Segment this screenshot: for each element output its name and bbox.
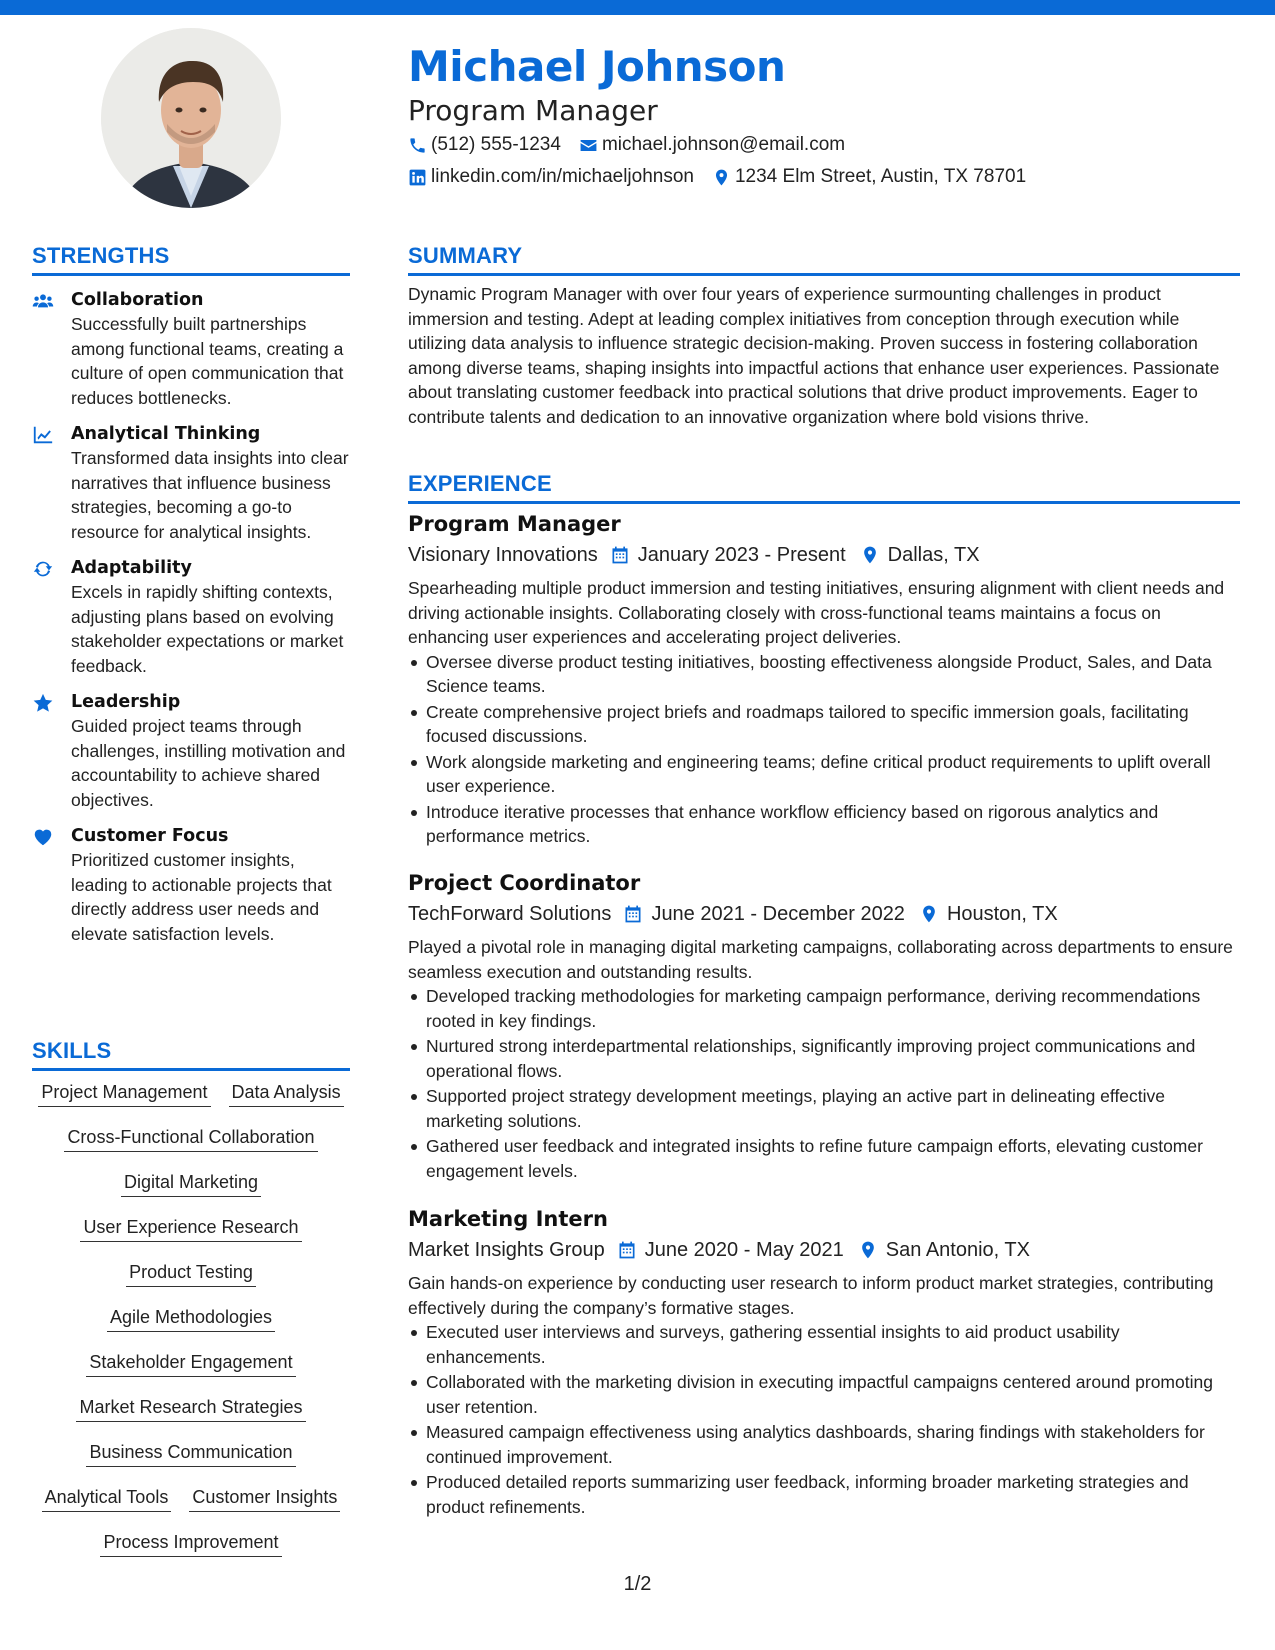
skill-row	[32, 1126, 350, 1171]
job-location	[860, 544, 980, 567]
address-text: 1234 Elm Street, Austin, TX 78701	[734, 166, 1027, 187]
skill-tag: Cross-Functional Collaboration	[64, 1126, 317, 1152]
job-bullets	[408, 984, 1238, 1183]
strength-item	[32, 690, 350, 812]
skills-heading: SKILLS	[32, 1038, 350, 1071]
linkedin-item[interactable]	[408, 166, 694, 188]
profile-photo	[101, 28, 281, 208]
job-bullets	[408, 650, 1238, 849]
phone-icon	[408, 136, 427, 155]
strength-text: Successfully built partnerships among functional teams, creating a culture of open communication that reduces bottlenecks.	[71, 314, 344, 408]
calendar-icon	[623, 904, 643, 924]
strength-item	[32, 556, 350, 678]
calendar-icon	[617, 1240, 637, 1260]
summary-text: Dynamic Program Manager with over four years of experience surmounting challenges in product immersion and testing. Adept at leading complex initiatives from conception through execution while utilizing data analysis to influence strategic decision-making. Proven success in fostering collaboration among diverse teams, shaping insights into impactful actions that enhance user experiences. Passionate about translating customer feedback into practical solutions that drive product improvements. Eager to contribute talents and dedication to an innovative organization where bold visions thrive.	[408, 284, 1220, 427]
email-icon	[579, 136, 598, 155]
strength-text: Transformed data insights into clear narratives that influence business strategies, becoming a go-to resource for analytical insights.	[71, 448, 349, 542]
job-entry	[408, 869, 1238, 1184]
job-description: Spearheading multiple product immersion and testing initiatives, ensuring alignment with client needs and driving actionable insights. Collaborating closely with cross-functional teams maintains a focus on enhancing user experiences and accelerating project deliveries.	[408, 578, 1225, 647]
contact-row-1	[408, 134, 863, 156]
candidate-name: Michael Johnson	[408, 42, 786, 91]
bullet-item: Produced detailed reports summarizing user feedback, informing broader marketing strategies and product refinements.	[426, 1470, 1238, 1519]
skill-tag: Customer Insights	[189, 1486, 340, 1512]
job-title: Program Manager	[408, 512, 621, 536]
job-location-text: Houston, TX	[946, 902, 1058, 925]
job-location-text: Dallas, TX	[887, 543, 980, 566]
job-dates-text: January 2023 - Present	[637, 543, 846, 566]
strength-text: Guided project teams through challenges, instilling motivation and accountability to achieve shared objectives.	[71, 716, 346, 810]
contact-row-2	[408, 166, 1044, 188]
strength-item	[32, 422, 350, 544]
skill-tag: Digital Marketing	[121, 1171, 261, 1197]
bullet-item: Executed user interviews and surveys, gathering essential insights to aid product usability enhancements.	[426, 1320, 1238, 1369]
email-text: michael.johnson@email.com	[601, 134, 846, 155]
strength-text: Prioritized customer insights, leading to actionable projects that directly address user needs and elevate satisfaction levels.	[71, 850, 332, 944]
skill-row	[32, 1441, 350, 1486]
skill-row	[32, 1216, 350, 1261]
company-name: Visionary Innovations	[408, 543, 598, 566]
job-entry	[408, 510, 1238, 850]
phone-text: (512) 555-1234	[431, 134, 561, 155]
job-location	[919, 903, 1058, 926]
email-item[interactable]	[579, 134, 845, 156]
calendar-icon	[610, 545, 630, 565]
skill-row	[32, 1531, 350, 1576]
location-pin-icon	[919, 904, 939, 924]
bullet-item: Measured campaign effectiveness using analytics dashboards, sharing findings with stakeholders for continued improvement.	[426, 1420, 1238, 1469]
job-meta	[408, 1233, 1238, 1267]
skill-tag: Analytical Tools	[42, 1486, 172, 1512]
skill-tag: Agile Methodologies	[107, 1306, 275, 1332]
location-pin-icon	[858, 1240, 878, 1260]
skills-list	[32, 1081, 350, 1576]
strength-title: Leadership	[71, 692, 181, 712]
job-dates	[623, 903, 905, 926]
skill-tag: Product Testing	[126, 1261, 256, 1287]
strengths-heading: STRENGTHS	[32, 243, 350, 276]
job-entry	[408, 1205, 1238, 1520]
strength-item	[32, 288, 350, 410]
strength-text: Excels in rapidly shifting contexts, adjusting plans based on evolving stakeholder expectations or market feedback.	[71, 582, 344, 676]
skill-tag: Business Communication	[86, 1441, 295, 1467]
job-location	[858, 1239, 1030, 1262]
skill-tag: Data Analysis	[229, 1081, 344, 1107]
company-name: TechForward Solutions	[408, 902, 612, 925]
skill-row	[32, 1261, 350, 1306]
strength-item	[32, 824, 350, 946]
users-icon	[32, 290, 54, 312]
summary-heading: SUMMARY	[408, 243, 1240, 276]
strength-title: Analytical Thinking	[71, 424, 261, 444]
strength-title: Adaptability	[71, 558, 192, 578]
skill-tag: Stakeholder Engagement	[86, 1351, 295, 1377]
bullet-item: Supported project strategy development meetings, playing an active part in delineating effective marketing solutions.	[426, 1084, 1238, 1133]
linkedin-text: linkedin.com/in/michaeljohnson	[431, 166, 694, 187]
chart-line-icon	[32, 424, 54, 446]
skill-row	[32, 1306, 350, 1351]
job-dates	[610, 544, 846, 567]
job-location-text: San Antonio, TX	[885, 1238, 1030, 1261]
job-meta	[408, 897, 1238, 931]
skill-tag: Market Research Strategies	[76, 1396, 305, 1422]
sync-icon	[32, 558, 54, 580]
bullet-item: Work alongside marketing and engineering teams; define critical product requirements to uplift overall user experience.	[426, 750, 1238, 799]
job-title: Marketing Intern	[408, 1207, 608, 1231]
bullet-item: Oversee diverse product testing initiatives, boosting effectiveness alongside Product, Sales, and Data Science teams.	[426, 650, 1238, 699]
location-pin-icon	[712, 168, 731, 187]
strength-title: Collaboration	[71, 290, 204, 310]
job-dates	[617, 1239, 844, 1262]
job-description: Gain hands-on experience by conducting user research to inform product market strategies, contributing effectively during the company’s formative stages.	[408, 1273, 1214, 1318]
bullet-item: Collaborated with the marketing division in executing impactful campaigns centered around promoting user retention.	[426, 1370, 1238, 1419]
job-bullets	[408, 1320, 1238, 1519]
bullet-item: Developed tracking methodologies for marketing campaign performance, deriving recommendations rooted in key findings.	[426, 984, 1238, 1033]
linkedin-icon	[408, 168, 427, 187]
page-number: 1/2	[623, 1573, 652, 1595]
phone-item	[408, 134, 561, 156]
heart-icon	[32, 826, 54, 848]
strengths-list	[32, 288, 350, 958]
skill-row	[32, 1171, 350, 1216]
job-meta	[408, 538, 1238, 572]
location-pin-icon	[860, 545, 880, 565]
skill-row	[32, 1486, 350, 1531]
strength-title: Customer Focus	[71, 826, 229, 846]
bullet-item: Introduce iterative processes that enhance workflow efficiency based on rigorous analytics and performance metrics.	[426, 800, 1238, 849]
bullet-item: Create comprehensive project briefs and roadmaps tailored to specific immersion goals, facilitating focused discussions.	[426, 700, 1238, 749]
job-description: Played a pivotal role in managing digital marketing campaigns, collaborating across departments to ensure seamless execution and outstanding results.	[408, 937, 1233, 982]
skill-row	[32, 1396, 350, 1441]
experience-heading: EXPERIENCE	[408, 471, 1240, 504]
skill-tag: Project Management	[38, 1081, 210, 1107]
skill-row	[32, 1081, 350, 1126]
job-title: Project Coordinator	[408, 871, 641, 895]
candidate-title: Program Manager	[408, 94, 658, 127]
job-dates-text: June 2020 - May 2021	[644, 1238, 844, 1261]
summary-section	[408, 282, 1223, 429]
star-icon	[32, 692, 54, 714]
skill-row	[32, 1351, 350, 1396]
company-name: Market Insights Group	[408, 1238, 605, 1261]
bullet-item: Nurtured strong interdepartmental relationships, significantly improving project communications and operational flows.	[426, 1034, 1238, 1083]
skill-tag: Process Improvement	[100, 1531, 281, 1557]
bullet-item: Gathered user feedback and integrated insights to refine future campaign efforts, elevating customer engagement levels.	[426, 1134, 1238, 1183]
top-accent-bar	[0, 0, 1275, 15]
job-dates-text: June 2021 - December 2022	[651, 902, 905, 925]
address-item	[712, 166, 1026, 188]
skill-tag: User Experience Research	[80, 1216, 301, 1242]
